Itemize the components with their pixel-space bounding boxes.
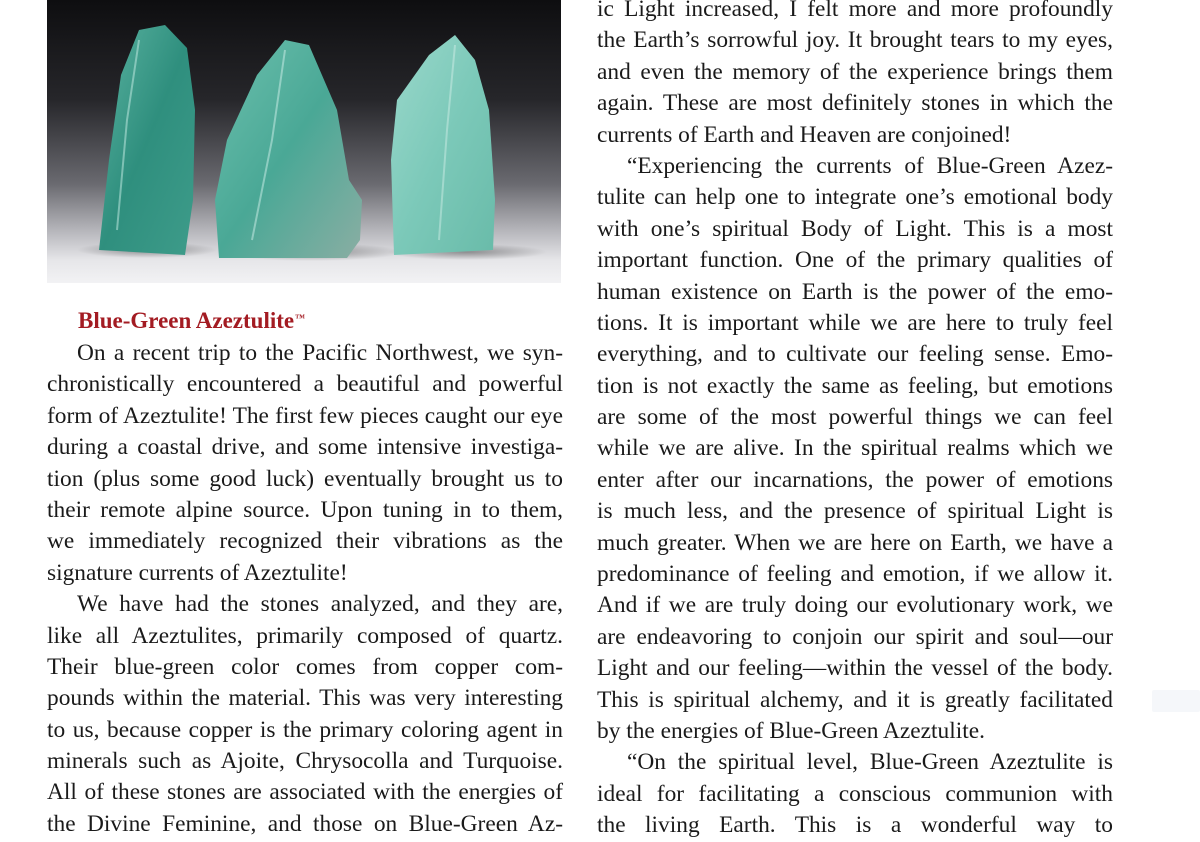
text-line: “On the spiritual level, Blue-Green Azeztulite is (627, 749, 1113, 776)
text-line: the Earth’s sorrowful joy. It brought tears to my eyes, (597, 27, 1113, 54)
text-line: predominance of feeling and emotion, if we allow it. (597, 561, 1113, 588)
text-line: tions. It is important while we are here to truly feel (597, 309, 1113, 336)
text-line: “Experiencing the currents of Blue-Green Azez- (627, 152, 1113, 179)
watermark (1152, 690, 1200, 712)
text-line: And if we are truly doing our evolutionary work, we (597, 592, 1113, 619)
text-line: Their blue-green color comes from copper com- (47, 653, 563, 680)
text-line: We have had the stones analyzed, and they are, (77, 591, 563, 618)
right-text-column (597, 0, 1113, 842)
heading-text: Blue-Green Azeztulite (78, 308, 295, 333)
text-line: are some of the most powerful things we can feel (597, 404, 1113, 431)
text-line: form of Azeztulite! The first few pieces caught our eye (47, 402, 563, 429)
text-line: All of these stones are associated with the energies of (47, 779, 563, 806)
text-line: Light and our feeling—within the vessel of the body. (597, 655, 1113, 682)
left-text-column (47, 338, 563, 840)
section-heading (78, 306, 305, 336)
text-line: ideal for facilitating a conscious communion with (597, 780, 1113, 807)
text-line: to us, because copper is the primary coloring agent in (47, 716, 563, 743)
text-line: the Divine Feminine, and those on Blue-Green Az- (47, 810, 563, 837)
text-line: while we are alive. In the spiritual realms which we (597, 435, 1113, 462)
stones-photo (47, 0, 561, 283)
text-line: minerals such as Ajoite, Chrysocolla and Turquoise. (47, 748, 563, 775)
text-line: their remote alpine source. Upon tuning in to them, (47, 496, 563, 523)
text-line: with one’s spiritual Body of Light. This is a most (597, 215, 1113, 242)
text-line: enter after our incarnations, the power of emotions (597, 466, 1113, 493)
text-line: like all Azeztulites, primarily composed of quartz. (47, 622, 563, 649)
text-line: human existence on Earth is the power of the emo- (597, 278, 1113, 305)
text-line: signature currents of Azeztulite! (47, 559, 348, 586)
text-line: we immediately recognized their vibrations as the (47, 528, 563, 555)
text-line: by the energies of Blue-Green Azeztulite. (597, 717, 985, 744)
text-line: again. These are most definitely stones in which the (597, 90, 1113, 117)
text-line: and even the memory of the experience brings them (597, 58, 1113, 85)
text-line: tion (plus some good luck) eventually brought us to (47, 465, 563, 492)
text-line: much greater. When we are here on Earth, we have a (597, 529, 1113, 556)
text-line: is much less, and the presence of spiritual Light is (597, 498, 1113, 525)
text-line: pounds within the material. This was very interesting (47, 685, 563, 712)
stones-illustration (47, 0, 561, 283)
text-line: during a coastal drive, and some intensive investiga- (47, 434, 563, 461)
text-line: tulite can help one to integrate one’s emotional body (597, 184, 1113, 211)
text-line: tion is not exactly the same as feeling, but emotions (597, 372, 1113, 399)
text-line: everything, and to cultivate our feeling sense. Emo- (597, 341, 1113, 368)
text-line: ic Light increased, I felt more and more profoundly (597, 0, 1113, 22)
text-line: the living Earth. This is a wonderful way to (597, 812, 1113, 839)
text-line: On a recent trip to the Pacific Northwest, we syn- (77, 340, 563, 366)
trademark-mark: ™ (295, 313, 306, 324)
text-line: currents of Earth and Heaven are conjoined! (597, 121, 1012, 148)
text-line: important function. One of the primary qualities of (597, 247, 1113, 274)
text-line: are endeavoring to conjoin our spirit and soul—our (597, 623, 1113, 650)
text-line: chronistically encountered a beautiful and powerful (47, 371, 563, 398)
text-line: This is spiritual alchemy, and it is greatly facilitated (597, 686, 1113, 713)
